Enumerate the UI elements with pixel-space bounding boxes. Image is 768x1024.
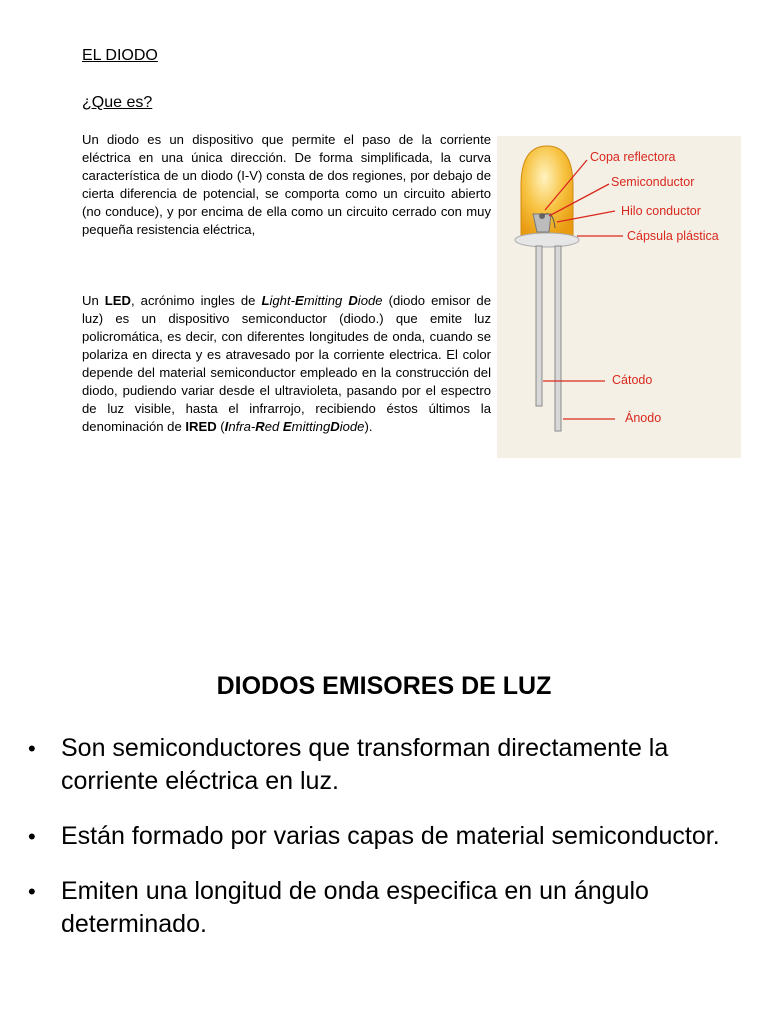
text: ( <box>216 419 225 434</box>
lens-rim <box>515 233 579 247</box>
label-catodo: Cátodo <box>612 373 653 387</box>
bullet-list <box>28 732 758 963</box>
led-definition-paragraph <box>82 292 491 436</box>
diode-definition-paragraph: Un diodo es un dispositivo que permite el paso de la corriente eléctrica en una única dirección. De forma simplificada, la curva característica de un diodo (I-V) consta de dos regiones, por debajo de cierta diferencia de potencial, se comporta como un circuito abierto (no conduce), y por encima de ella como un circuito cerrado con muy pequeña resistencia eléctrica, <box>82 132 491 237</box>
term-expansion: Infra-Red EmittingDiode <box>224 419 365 434</box>
bullet-icon: • <box>28 879 36 904</box>
anode-lead <box>555 246 561 431</box>
list-item <box>28 732 758 798</box>
label-semiconductor: Semiconductor <box>611 175 695 189</box>
led-term: LED <box>104 293 131 308</box>
list-item <box>28 820 758 853</box>
bullet-text: Son semiconductores que transforman directamente la corriente eléctrica en luz. <box>61 734 669 795</box>
cathode-lead <box>536 246 542 406</box>
text: ). <box>364 419 373 434</box>
bullet-text: Están formado por varias capas de material semiconductor. <box>61 822 720 850</box>
label-hilo-conductor: Hilo conductor <box>621 204 701 218</box>
bullet-icon: • <box>28 736 36 761</box>
text: Un <box>82 293 105 308</box>
bullet-text: Emiten una longitud de onda especifica en un ángulo determinado. <box>61 877 649 938</box>
list-item <box>28 875 758 941</box>
bullet-icon: • <box>28 824 36 849</box>
label-capsula-plastica: Cápsula plástica <box>627 229 719 243</box>
text: , acrónimo ingles de <box>130 293 262 308</box>
term-expansion: Light-Emitting Diode <box>261 293 383 308</box>
text: (diodo emisor de luz) es un dispositivo semiconductor (diodo.) que emite luz policromática, es decir, con diferentes longitudes de onda, cuando se polariza en directa y es atravesado por la corriente electrica. El color depende del material semiconductor empleado en la construcción del diodo, pudiendo variar desde el ultravioleta, pasando por el espectro de luz visible, hasta el infrarrojo, recibiendo éstos últimos la denominación de <box>82 293 491 434</box>
label-anodo: Ánodo <box>625 411 662 425</box>
label-copa-reflectora: Copa reflectora <box>590 150 676 164</box>
section-heading: ¿Que es? <box>82 94 153 111</box>
led-diagram <box>497 136 741 458</box>
ired-term: IRED <box>185 419 217 434</box>
slide-title: DIODOS EMISORES DE LUZ <box>216 672 552 700</box>
document-title: EL DIODO <box>82 47 158 64</box>
